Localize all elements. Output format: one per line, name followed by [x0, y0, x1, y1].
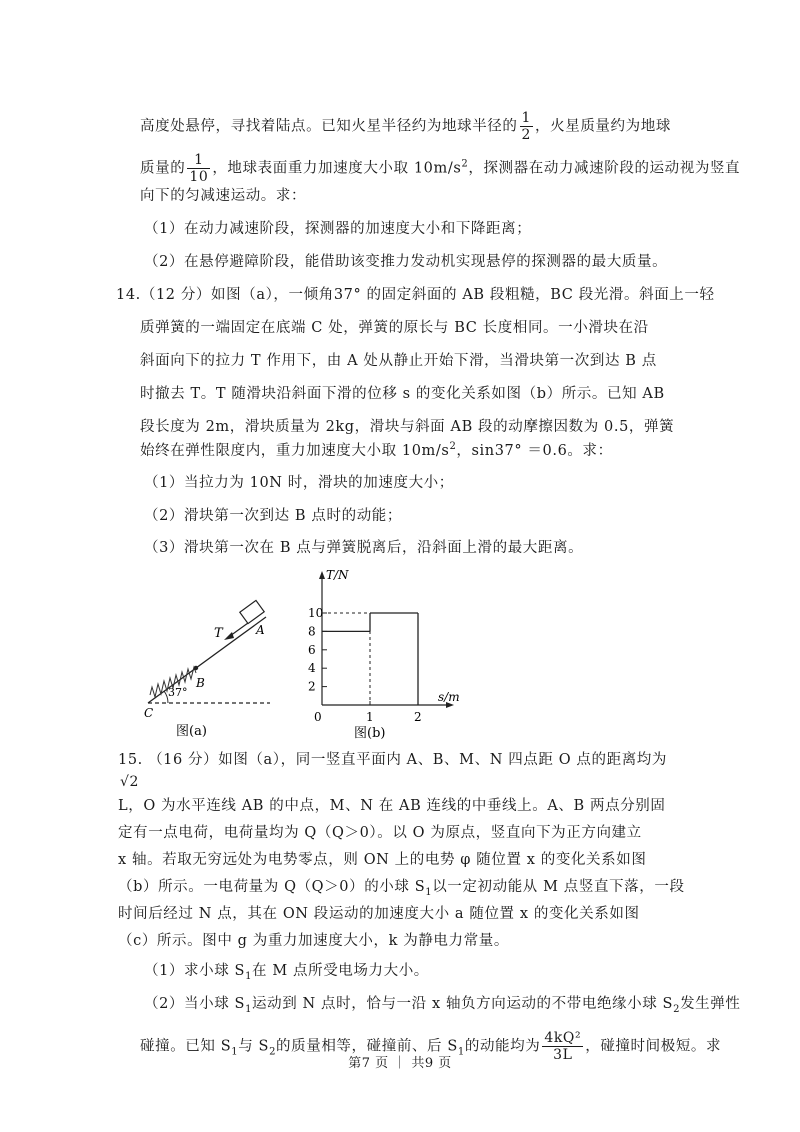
y-tick-label: 8 [308, 624, 316, 639]
q15-line-6: 时间后经过 N 点，其在 ON 段运动的加速度大小 a 随位置 x 的变化关系如图 [118, 906, 640, 922]
figure-a-caption: 图(a) [176, 724, 207, 739]
q15-line-2: L，O 为水平连线 AB 的中点，M、N 在 AB 连线的中垂线上。A、B 两点分别固 [118, 798, 666, 814]
y-tick-label: 4 [308, 661, 316, 676]
figure-a-incline [138, 595, 278, 745]
label-a: A [256, 623, 265, 637]
x-tick-label: 0 [314, 710, 322, 724]
figure-b-caption: 图(b) [354, 726, 386, 741]
y-tick-label: 6 [308, 642, 316, 657]
q14-line-4: 时撤去 T。T 随滑块沿斜面下滑的位移 s 的变化关系如图（b）所示。已知 AB [140, 386, 665, 402]
q15-subquestion-2: （2）当小球 $S_1$运动到 N 点时，恰与一沿 x 轴负方向运动的不带电绝缘小球 $S_2$发生弹性 [144, 996, 741, 1015]
label-b: B [196, 676, 205, 690]
q13-line-2: 质量的 $\frac{1}{10}$ ，地球表面重力加速度大小取 $10m/s^2$，探测器在动力减速阶段的运动视为竖直 [140, 152, 741, 185]
q15-line-4: x 轴。若取无穷远处为电势零点，则 ON 上的电势 φ 随位置 x 的变化关系如图 [118, 852, 647, 868]
page-footer: 第7 页 ｜ 共9 页 [348, 1056, 452, 1071]
arrow-head-icon [224, 632, 234, 640]
q15-line-1: 15. （16 分）如图（a），同一竖直平面内 A、B、M、N 四点距 O 点的距离均为 [118, 752, 668, 768]
q14-subquestion-1: （1）当拉力为 10N 时，滑块的加速度大小； [144, 475, 454, 491]
y-tick-label: 10 [308, 606, 324, 620]
q13-line-1: 高度处悬停，寻找着陆点。已知火星半径约为地球半径的 $\frac{1}{2}$ ，火星质量约为地球 [140, 110, 671, 143]
slider-block [240, 600, 264, 623]
fraction-energy: $\frac{\text{4kQ²}}{3L}$ [544, 1030, 582, 1063]
y-tick-label: 2 [308, 679, 316, 694]
q14-line-6: 始终在弹性限度内，重力加速度大小取 $10m/s^2$，sin37° ＝0.6。求： [140, 441, 613, 459]
q14-line-3: 斜面向下的拉力 T 作用下，由 A 处从静止开始下滑，当滑块第一次到达 B 点 [140, 353, 657, 369]
q13-line-3: 向下的匀减速运动。求： [140, 188, 307, 204]
q15-line-10: 碰撞。已知 $S_1$与 $S_2$的质量相等，碰撞前、后 $S_1$的动能均为 $\frac{\text{4kQ²}}{3L}$ ，碰撞时间极短。求 [140, 1030, 722, 1063]
fraction-one-half: $\frac{1}{2}$ [521, 110, 532, 143]
label-t: T [214, 626, 223, 641]
figure-b-chart [298, 565, 478, 745]
point-b-dot [194, 666, 198, 670]
q15-line-5: （b）所示。一电荷量为 Q（Q＞0）的小球 $S_1$以一定初动能从 M 点竖直下落，一段 [118, 879, 685, 898]
q13-subquestion-2: （2）在悬停避障阶段，能借助该变推力发动机实现悬停的探测器的最大质量。 [144, 254, 668, 270]
y-axis-label: T/N [326, 568, 349, 582]
q15-subquestion-1: （1）求小球 $S_1$在 M 点所受电场力大小。 [144, 963, 429, 982]
q14-line-1: 14.（12 分）如图（a），一倾角37° 的固定斜面的 AB 段粗糙，BC 段光滑。斜面上一轻 [116, 287, 715, 303]
tension-arrow [230, 623, 248, 636]
x-tick-label: 2 [414, 710, 422, 724]
q14-subquestion-2: （2）滑块第一次到达 B 点时的动能； [144, 508, 402, 524]
q14-line-2: 质弹簧的一端固定在底端 C 处，弹簧的原长与 BC 长度相同。一小滑块在沿 [140, 320, 649, 336]
y-axis-arrow-icon [319, 571, 325, 579]
incline-surface [148, 617, 266, 703]
q15-line-3: 定有一点电荷，电荷量均为 Q（Q＞0）。以 O 为原点，竖直向下为正方向建立 [118, 825, 642, 841]
q14-line-5: 段长度为 2m，滑块质量为 2kg，滑块与斜面 AB 段的动摩擦因数为 0.5，弹簧 [140, 419, 675, 435]
x-axis-label: s/m [438, 690, 460, 704]
q14-subquestion-3: （3）滑块第一次在 B 点与弹簧脱离后，沿斜面上滑的最大距离。 [144, 540, 584, 556]
q15-line-7: （c）所示。图中 g 为重力加速度大小，k 为静电力常量。 [118, 933, 509, 949]
x-tick-label: 1 [366, 710, 374, 724]
angle-label: 37° [168, 686, 188, 699]
q15-sqrt-two: √2 [120, 774, 140, 790]
q13-subquestion-1: （1）在动力减速阶段，探测器的加速度大小和下降距离； [144, 221, 532, 237]
label-c: C [144, 706, 154, 720]
fraction-one-tenth: $\frac{1}{10}$ [189, 152, 209, 185]
